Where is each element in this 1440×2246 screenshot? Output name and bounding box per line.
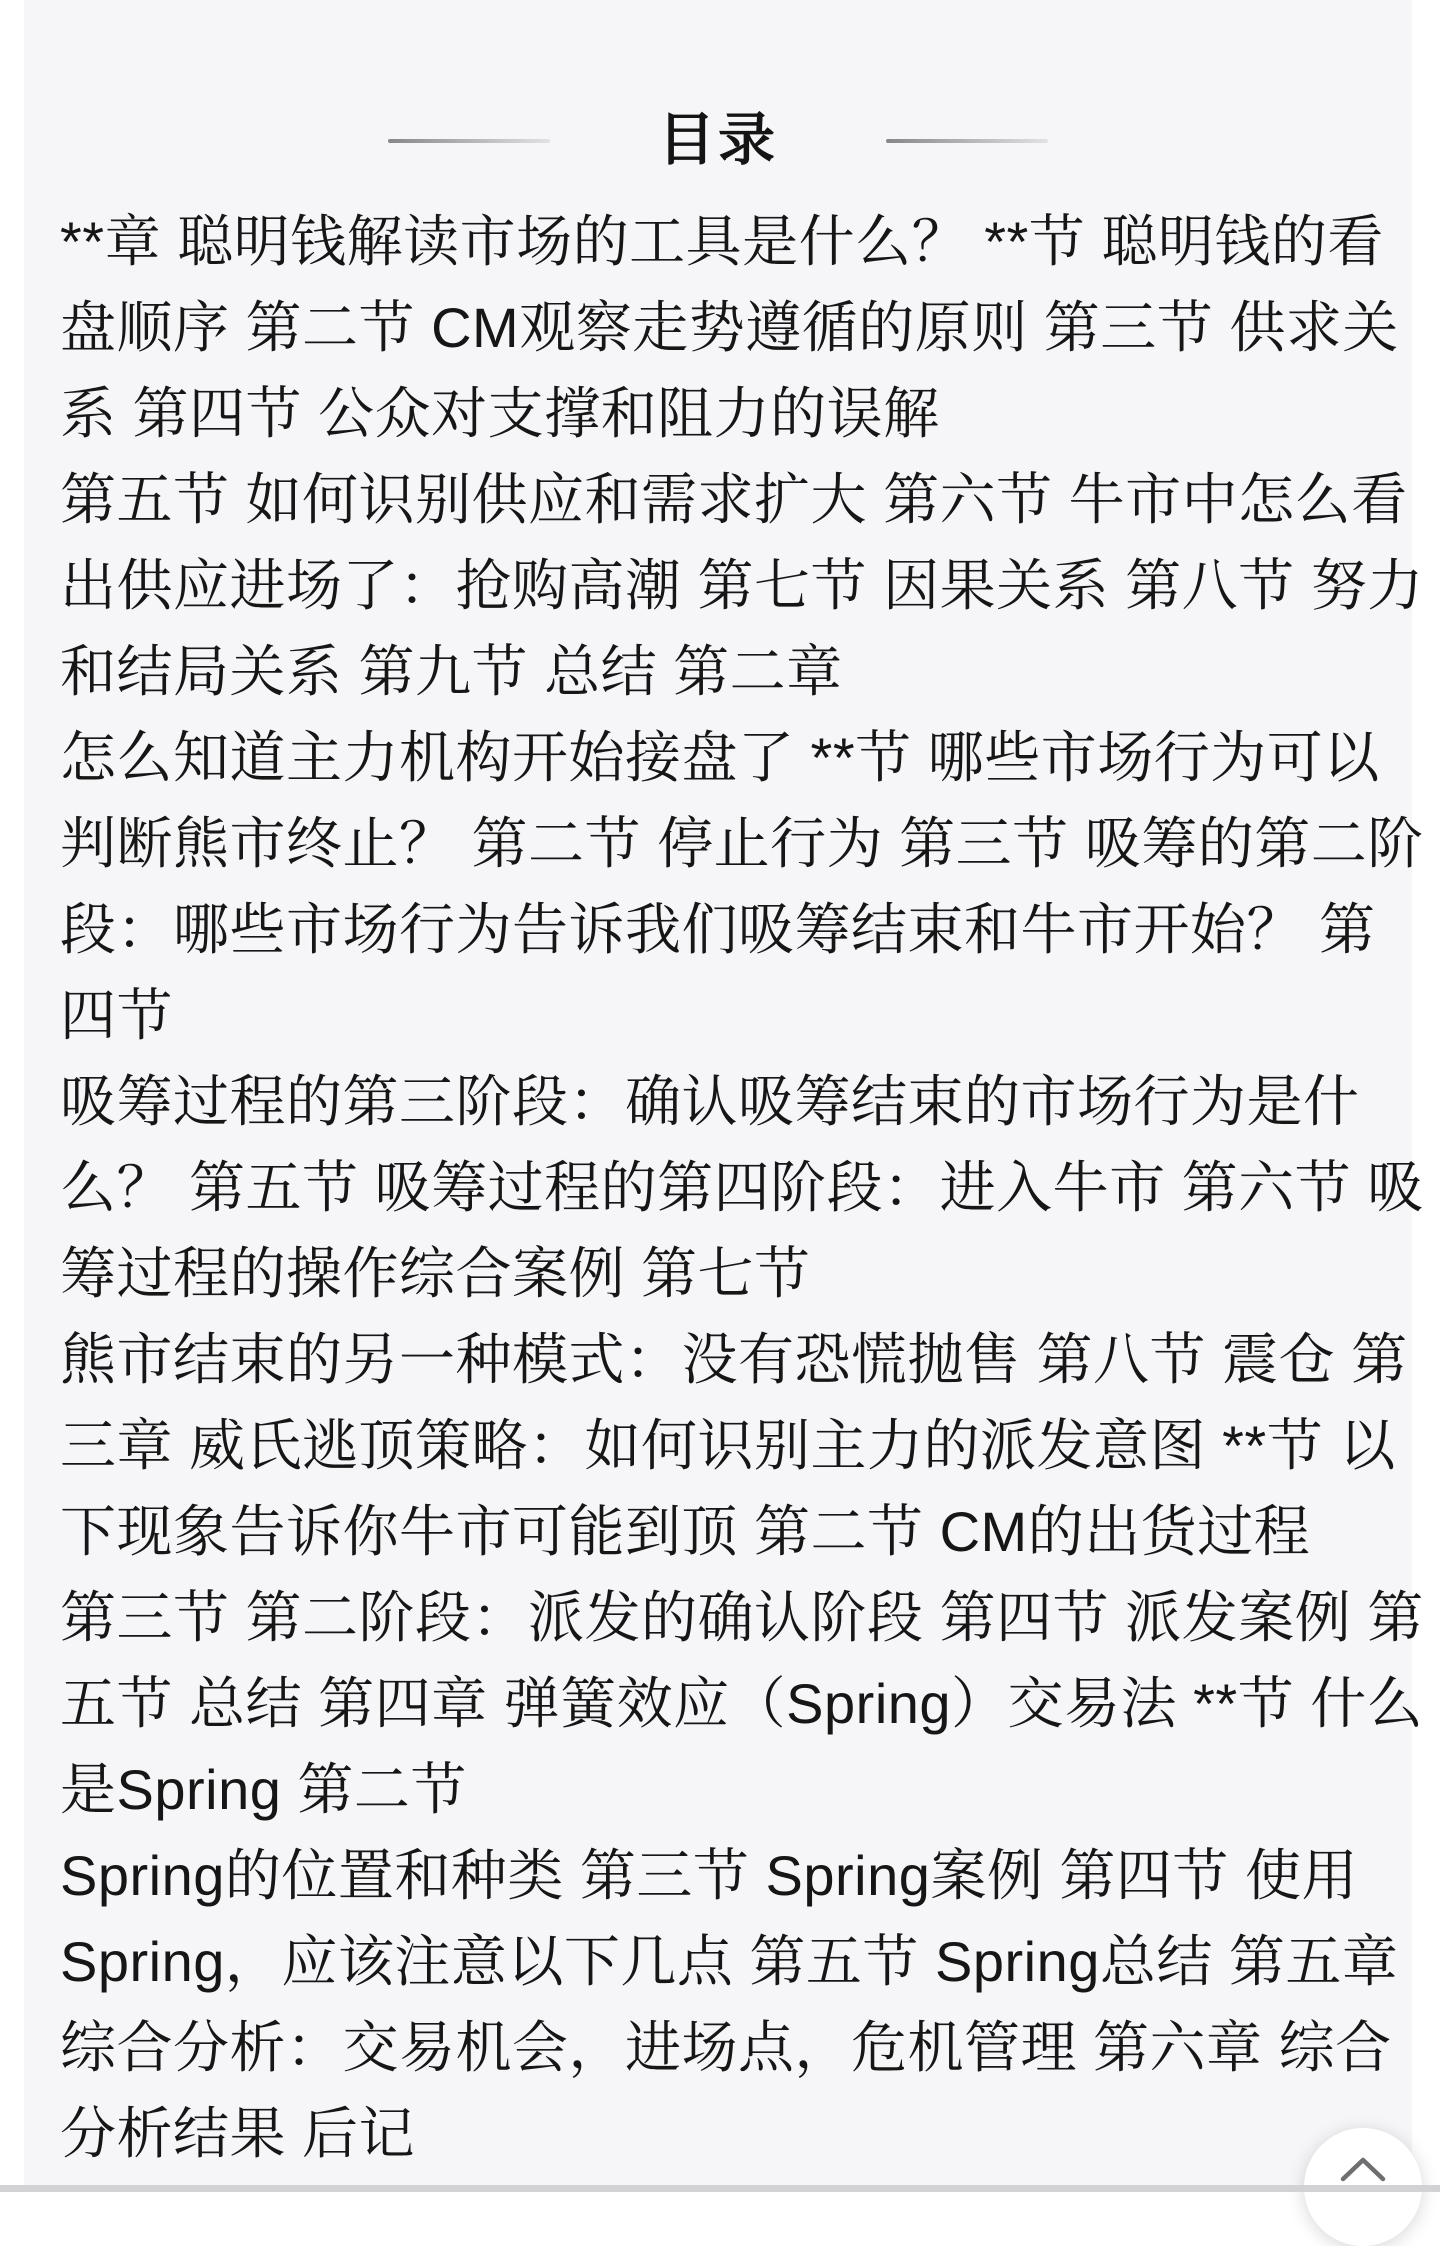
toc-line: 四节 <box>60 984 173 1047</box>
toc-line: 五节 总结 第四章 弹簧效应（Spring）交易法 **节 什么 <box>60 1672 1424 1735</box>
toc-line: 吸筹过程的第三阶段：确认吸筹结束的市场行为是什 <box>60 1070 1360 1133</box>
toc-line: 筹过程的操作综合案例 第七节 <box>60 1242 811 1305</box>
toc-line: 综合分析：交易机会，进场点，危机管理 第六章 综合 <box>60 2016 1392 2079</box>
toc-line: 判断熊市终止？ 第二节 停止行为 第三节 吸筹的第二阶 <box>60 812 1424 875</box>
toc-line: **章 聪明钱解读市场的工具是什么？ **节 聪明钱的看 <box>60 210 1384 273</box>
toc-line: Spring的位置和种类 第三节 Spring案例 第四节 使用 <box>60 1844 1358 1907</box>
toc-line: 段：哪些市场行为告诉我们吸筹结束和牛市开始？ 第 <box>60 898 1376 961</box>
toc-body <box>24 199 1424 2177</box>
toc-line: 第五节 如何识别供应和需求扩大 第六节 牛市中怎么看 <box>60 468 1408 531</box>
toc-line: 出供应进场了：抢购高潮 第七节 因果关系 第八节 努力 <box>60 554 1424 617</box>
toc-line: 是Spring 第二节 <box>60 1758 467 1821</box>
toc-line: 盘顺序 第二节 CM观察走势遵循的原则 第三节 供求关 <box>60 296 1399 359</box>
toc-line: 系 第四节 公众对支撑和阻力的误解 <box>60 382 940 445</box>
toc-line: Spring，应该注意以下几点 第五节 Spring总结 第五章 <box>60 1930 1399 1993</box>
toc-line: 三章 威氏逃顶策略：如何识别主力的派发意图 **节 以 <box>60 1414 1396 1477</box>
title-left-divider <box>388 139 550 143</box>
toc-line: 么？ 第五节 吸筹过程的第四阶段：进入牛市 第六节 吸 <box>60 1156 1424 1219</box>
title-right-divider <box>886 139 1048 143</box>
toc-line: 分析结果 后记 <box>60 2102 416 2165</box>
page-title: 目录 <box>658 108 778 172</box>
toc-line: 第三节 第二阶段：派发的确认阶段 第四节 派发案例 第 <box>60 1586 1424 1649</box>
toc-page-panel <box>24 0 1424 2185</box>
toc-header <box>24 108 1412 172</box>
bottom-edge-divider <box>0 2185 1440 2192</box>
toc-line: 熊市结束的另一种模式：没有恐慌抛售 第八节 震仓 第 <box>60 1328 1408 1391</box>
toc-line: 下现象告诉你牛市可能到顶 第二节 CM的出货过程 <box>60 1500 1311 1563</box>
toc-line: 怎么知道主力机构开始接盘了 **节 哪些市场行为可以 <box>60 726 1380 789</box>
toc-line: 和结局关系 第九节 总结 第二章 <box>60 640 843 703</box>
